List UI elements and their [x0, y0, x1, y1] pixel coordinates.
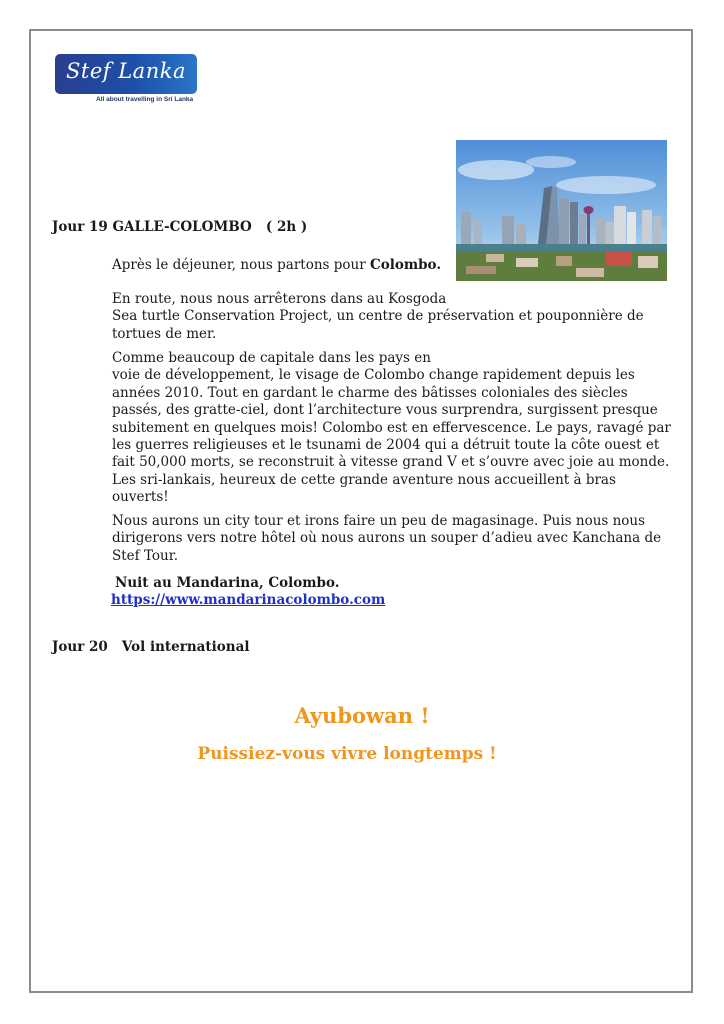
day19-paragraph-2 [112, 291, 644, 343]
closing-greeting: Ayubowan ! [294, 703, 430, 728]
closing-wish: Puissiez-vous vivre longtemps ! [197, 744, 497, 764]
p4-line: Nous aurons un city tour et irons faire un peu de magasinage. Puis nous nous [112, 513, 646, 529]
day19-paragraph-1 [112, 257, 632, 274]
day19-paragraph-3 [112, 350, 671, 507]
p3-line: ouverts! [112, 489, 169, 506]
p1-destination: Colombo. [369, 257, 442, 273]
stef-lanka-logo [55, 54, 197, 94]
day19-heading: Jour 19 GALLE-COLOMBO ( 2h ) [52, 219, 308, 235]
p3-line: Les sri-lankais, heureux de cette grande aventure nous accueillent à bras [112, 471, 616, 488]
p3-line: passés, des gratte-ciel, dont l’architecture vous surprendra, surgissent presque [112, 402, 658, 419]
p3-line: fait 50,000 morts, se reconstruit à vitesse grand V et s’ouvre avec joie au monde. [112, 454, 670, 471]
p2-line: En route, nous nous arrêterons dans au Kosgoda [112, 291, 447, 307]
p3-line: années 2010. Tout en gardant le charme des bâtisses coloniales des siècles [112, 384, 628, 401]
p2-line: tortues de mer. [112, 325, 217, 342]
p2-line: Sea turtle Conservation Project, un centre de préservation et pouponnière de [112, 308, 644, 325]
p3-line: voie de développement, le visage de Colombo change rapidement depuis les [112, 367, 635, 384]
p3-line: subitement en quelques mois! Colombo est en effervescence. Le pays, ravagé par [112, 419, 671, 436]
logo-name: Stef Lanka [66, 59, 186, 83]
p1-text: Après le déjeuner, nous partons pour [112, 257, 370, 273]
night-hotel: Nuit au Mandarina, Colombo. [115, 575, 340, 591]
p4-line: dirigerons vers notre hôtel où nous aurons un souper d’adieu avec Kanchana de [112, 530, 662, 547]
p3-line: les guerres religieuses et le tsunami de 2004 qui a détruit toute la côte ouest et [112, 437, 660, 454]
day19-paragraph-4 [112, 513, 662, 565]
p3-line: Comme beaucoup de capitale dans les pays en [112, 350, 431, 366]
hotel-website-link[interactable]: https://www.mandarinacolombo.com [111, 592, 386, 608]
p4-line: Stef Tour. [112, 547, 178, 564]
day20-heading: Jour 20 Vol international [52, 639, 250, 655]
logo-tagline: All about travelling in Sri Lanka [96, 96, 194, 103]
